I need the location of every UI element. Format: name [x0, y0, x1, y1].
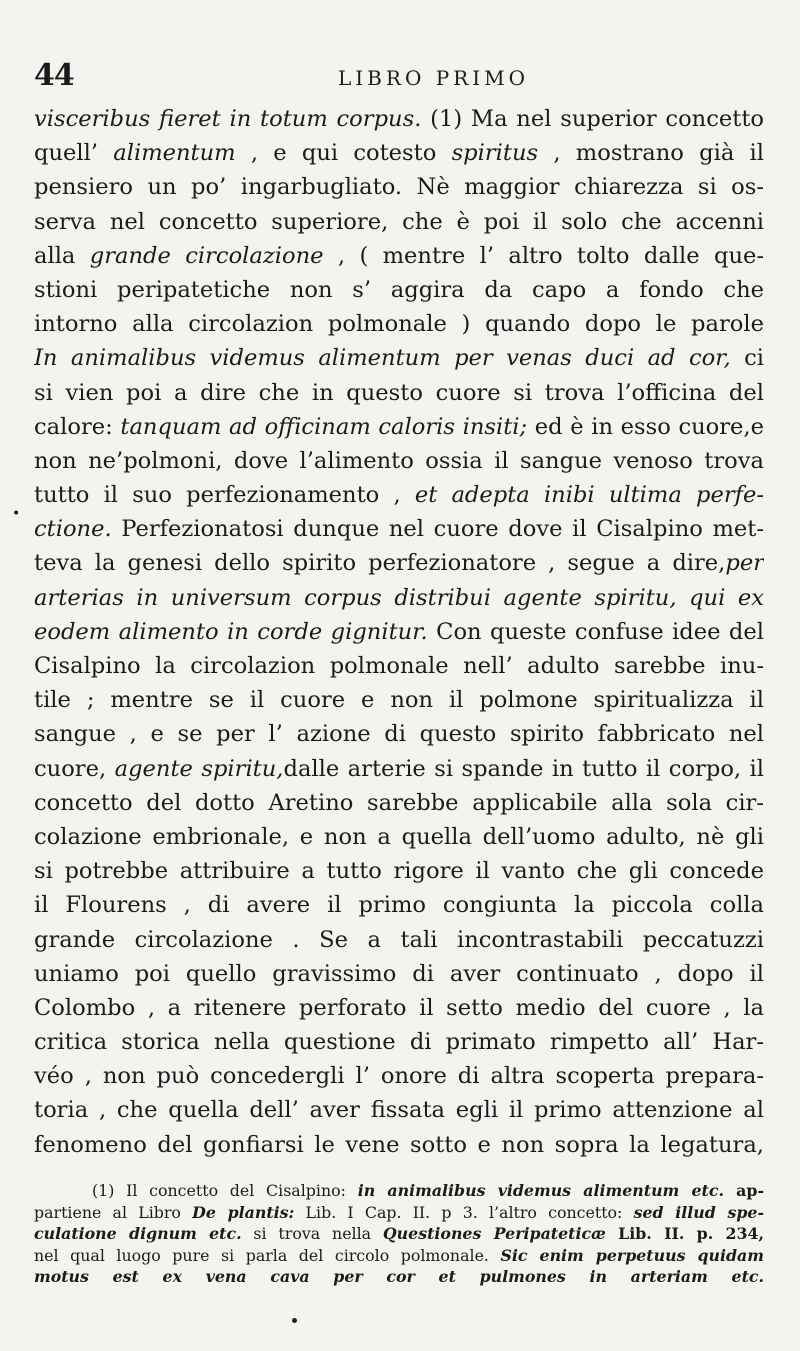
text-line	[34, 683, 764, 717]
text-segment: non ne’polmoni, dove l’alimento ossia il sangue venoso trova	[34, 447, 764, 474]
text-segment: cuore,	[34, 755, 115, 782]
text-line	[34, 307, 764, 341]
footnote-line	[34, 1245, 764, 1267]
text-line	[34, 1059, 764, 1093]
text-line	[34, 752, 764, 786]
text-segment: , e qui cotesto	[235, 140, 452, 167]
text-line	[34, 581, 764, 615]
footnote-segment: Questiones Peripateticæ	[382, 1224, 606, 1244]
footnote-segment: si trova nella	[241, 1224, 383, 1244]
text-segment: (1) Ma nel superior concetto	[421, 106, 764, 132]
running-head: LIBRO PRIMO	[338, 66, 529, 90]
text-line	[34, 410, 764, 444]
text-line	[34, 273, 764, 307]
text-line	[34, 239, 764, 273]
text-segment: Perfezionatosi dunque nel cuore dove il Cisalpino met-	[111, 516, 764, 543]
text-segment: grande circolazione . Se a tali incontrastabili peccatuzzi	[34, 926, 764, 953]
text-line	[34, 546, 764, 580]
text-segment: tanquam ad officinam caloris insiti;	[120, 413, 528, 440]
footnote-segment: Lib. II. p. 234,	[605, 1224, 764, 1244]
text-segment: critica storica nella questione di primato rimpetto all’ Har-	[34, 1029, 764, 1056]
text-line	[34, 991, 764, 1025]
text-line	[34, 717, 764, 751]
text-segment: , ( mentre l’ altro tolto dalle que-	[323, 242, 764, 269]
footnote-line	[34, 1266, 764, 1288]
text-line	[34, 615, 764, 649]
footnote-segment: nel qual luogo pure si parla del circolo polmonale.	[34, 1245, 501, 1265]
text-segment: concetto del dotto Aretino sarebbe applicabile alla sola cir-	[34, 789, 764, 816]
text-segment: alimentum	[113, 140, 236, 167]
text-segment: et adepta inibi ultima perfe-	[414, 482, 764, 509]
text-segment: alla	[34, 242, 90, 269]
footnote-line	[34, 1202, 764, 1224]
text-segment: Con queste confuse idee del	[427, 618, 764, 645]
text-line	[34, 820, 764, 854]
footnote-segment: Lib. I Cap. II. p 3. l’altro concetto:	[294, 1202, 634, 1222]
footnote-segment: in animalibus videmus alimentum etc.	[357, 1181, 724, 1200]
text-line	[34, 1093, 764, 1127]
footnote-segment: motus est ex vena cava per cor et pulmones in arteriam etc.	[34, 1267, 764, 1287]
footnote-segment: (1) Il concetto del Cisalpino:	[92, 1181, 358, 1200]
main-text	[34, 102, 764, 1162]
text-segment: ctione.	[34, 516, 112, 543]
text-line	[34, 649, 764, 683]
text-line	[34, 786, 764, 820]
text-segment: ci	[730, 345, 764, 372]
text-line	[34, 341, 764, 375]
text-line	[34, 376, 764, 410]
text-line	[34, 136, 764, 170]
text-segment: tutto il suo perfezionamento ,	[34, 482, 415, 509]
text-segment: Cisalpino la circolazion polmonale nell’ adulto sarebbe inu-	[34, 653, 764, 679]
page-number: 44	[34, 58, 74, 93]
text-segment: tile ; mentre se il cuore e non il polmone spiritualizza il	[34, 687, 764, 714]
text-segment: uniamo poi quello gravissimo di aver continuato , dopo il	[34, 960, 764, 987]
text-segment: dalle arterie si spande in tutto il corpo, il	[283, 755, 764, 782]
text-segment: calore:	[34, 413, 121, 440]
text-segment: grande circolazione	[89, 242, 324, 269]
text-segment: véo , non può concedergli l’ onore di altra scoperta prepara-	[34, 1063, 764, 1090]
text-segment: si vien poi a dire che in questo cuore si trova l’officina del	[34, 379, 764, 406]
text-line	[34, 478, 764, 512]
text-segment: ed è in esso cuore,e	[527, 413, 764, 440]
ornament-dot	[292, 1318, 297, 1323]
footnote-line	[34, 1223, 764, 1245]
footnote-line	[34, 1180, 764, 1202]
text-segment: fenomeno del gonfiarsi le vene sotto e non sopra la legatura,	[34, 1131, 764, 1158]
text-line	[34, 854, 764, 888]
text-segment: quell’	[34, 140, 114, 167]
text-segment: colazione embrionale, e non a quella dell’uomo adulto, nè gli	[34, 823, 764, 850]
text-segment: pensiero un po’ ingarbugliato. Nè maggior chiarezza si os-	[34, 174, 764, 201]
text-segment: visceribus fieret in totum corpus.	[34, 106, 422, 132]
footnote-segment: De plantis:	[192, 1202, 295, 1222]
text-line	[34, 444, 764, 478]
text-segment: arterias in universum corpus distribui agente spiritu, qui ex	[34, 584, 764, 611]
text-line	[34, 102, 764, 136]
text-line	[34, 1128, 764, 1162]
text-segment: , mostrano già il	[538, 140, 764, 167]
text-line	[34, 888, 764, 922]
footnote-segment: culatione dignum etc.	[34, 1224, 242, 1244]
page-header	[34, 58, 764, 98]
text-segment: si potrebbe attribuire a tutto rigore il vanto che gli concede	[34, 858, 764, 885]
text-line	[34, 923, 764, 957]
text-segment: In animalibus videmus alimentum per venas duci ad cor,	[34, 345, 731, 372]
footnote-segment: Sic enim perpetuus quidam	[500, 1245, 764, 1265]
text-line	[34, 512, 764, 546]
text-segment: per	[725, 550, 764, 577]
text-line	[34, 957, 764, 991]
text-segment: eodem alimento in corde gignitur.	[34, 618, 428, 645]
footnote-segment: ap-	[723, 1181, 764, 1200]
text-segment: sangue , e se per l’ azione di questo spirito fabbricato nel	[34, 721, 764, 748]
text-segment: il Flourens , di avere il primo congiunta la piccola colla	[34, 892, 764, 919]
margin-mark: •	[12, 506, 21, 522]
text-segment: teva la genesi dello spirito perfezionatore , segue a dire,	[34, 550, 726, 577]
text-line	[34, 1025, 764, 1059]
text-segment: stioni peripatetiche non s’ aggira da capo a fondo che	[34, 276, 764, 303]
text-line	[34, 205, 764, 239]
footnote-segment: sed illud spe-	[633, 1202, 764, 1222]
text-segment: spiritus	[451, 140, 539, 167]
footnote-segment: partiene al Libro	[34, 1202, 193, 1222]
text-segment: Colombo , a ritenere perforato il setto medio del cuore , la	[34, 994, 764, 1021]
text-segment: serva nel concetto superiore, che è poi il solo che accenni	[34, 208, 764, 235]
footnote	[34, 1180, 764, 1288]
text-segment: agente spiritu,	[114, 755, 284, 782]
text-segment: intorno alla circolazion polmonale ) quando dopo le parole	[34, 311, 764, 338]
text-segment: toria , che quella dell’ aver fissata egli il primo attenzione al	[34, 1097, 764, 1124]
text-line	[34, 170, 764, 204]
